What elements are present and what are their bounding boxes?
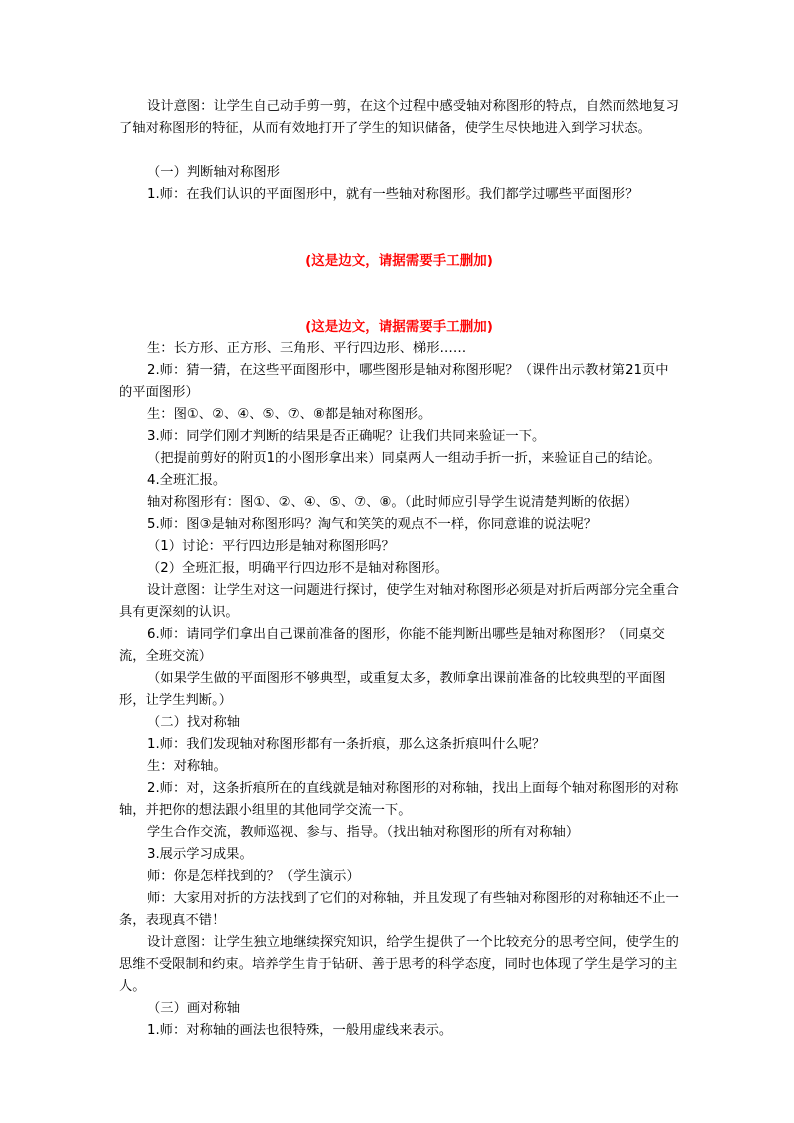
paragraph: 学生合作交流，教师巡视、参与、指导。（找出轴对称图形的所有对称轴） xyxy=(147,825,580,840)
paragraph: （2）全班汇报，明确平行四边形不是轴对称图形。 xyxy=(147,561,448,576)
paragraph: 2.师：对，这条折痕所在的直线就是轴对称图形的对称轴，找出上面每个轴对称图形的对称轴，并把你的想法跟小组里的其他同学交流一下。 xyxy=(119,781,679,818)
paragraph: 生：对称轴。 xyxy=(147,759,227,774)
paragraph: 1.师：在我们认识的平面图形中，就有一些轴对称图形。我们都学过哪些平面图形？ xyxy=(147,187,639,202)
section-heading-1: （一）判断轴对称图形 xyxy=(147,165,280,180)
paragraph-design-intent-1: 设计意图：让学生自己动手剪一剪，在这个过程中感受轴对称图形的特点，自然而然地复习了轴对称图形的特征，从而有效地打开了学生的知识储备，使学生尽快地进入到学习状态。 xyxy=(119,99,679,136)
paragraph: （如果学生做的平面图形不够典型，或重复太多，教师拿出课前准备的比较典型的平面图形，让学生判断。） xyxy=(119,671,666,708)
margin-note: (这是边文，请据需要手工删加) xyxy=(305,253,493,269)
paragraph: 师：你是怎样找到的？（学生演示） xyxy=(147,869,360,884)
paragraph: 师：大家用对折的方法找到了它们的对称轴，并且发现了有些轴对称图形的对称轴还不止一条，表现真不错！ xyxy=(119,891,679,928)
paragraph: 1.师：对称轴的画法也很特殊，一般用虚线来表示。 xyxy=(147,1023,453,1038)
paragraph: 3.师：同学们刚才判断的结果是否正确呢？让我们共同来验证一下。 xyxy=(147,429,546,444)
section-heading-3: （三）画对称轴 xyxy=(147,1001,241,1016)
paragraph: （1）讨论：平行四边形是轴对称图形吗？ xyxy=(147,539,395,554)
paragraph: 生：图①、②、④、⑤、⑦、⑧都是轴对称图形。 xyxy=(147,407,432,422)
paragraph-design-intent-2: 设计意图：让学生对这一问题进行探讨，使学生对轴对称图形必须是对折后两部分完全重合具有更深刻的认识。 xyxy=(119,583,679,620)
margin-note: (这是边文，请据需要手工删加) xyxy=(305,319,493,335)
paragraph-design-intent-3: 设计意图：让学生独立地继续探究知识，给学生提供了一个比较充分的思考空间，使学生的思维不受限制和约束。培养学生肯于钻研、善于思考的科学态度，同时也体现了学生是学习的主人。 xyxy=(119,935,679,994)
paragraph: 5.师：图③是轴对称图形吗？淘气和笑笑的观点不一样，你同意谁的说法呢？ xyxy=(147,517,598,532)
paragraph: 2.师：猜一猜，在这些平面图形中，哪些图形是轴对称图形呢？（课件出示教材第21页中的平面图形） xyxy=(119,363,669,400)
paragraph: （把提前剪好的附页1的小图形拿出来）同桌两人一组动手折一折，来验证自己的结论。 xyxy=(147,451,661,466)
paragraph: 1.师：我们发现轴对称图形都有一条折痕，那么这条折痕叫什么呢？ xyxy=(147,737,546,752)
document-body xyxy=(119,96,679,1042)
paragraph: 轴对称图形有：图①、②、④、⑤、⑦、⑧。（此时师应引导学生说清楚判断的依据） xyxy=(147,495,638,510)
paragraph: 3.展示学习成果。 xyxy=(147,847,253,862)
section-heading-2: （二）找对称轴 xyxy=(147,715,241,730)
paragraph: 4.全班汇报。 xyxy=(147,473,227,488)
paragraph: 6.师：请同学们拿出自己课前准备的图形，你能不能判断出哪些是轴对称图形？（同桌交流，全班交流） xyxy=(119,627,665,664)
paragraph: 生：长方形、正方形、三角形、平行四边形、梯形…… xyxy=(147,341,467,356)
